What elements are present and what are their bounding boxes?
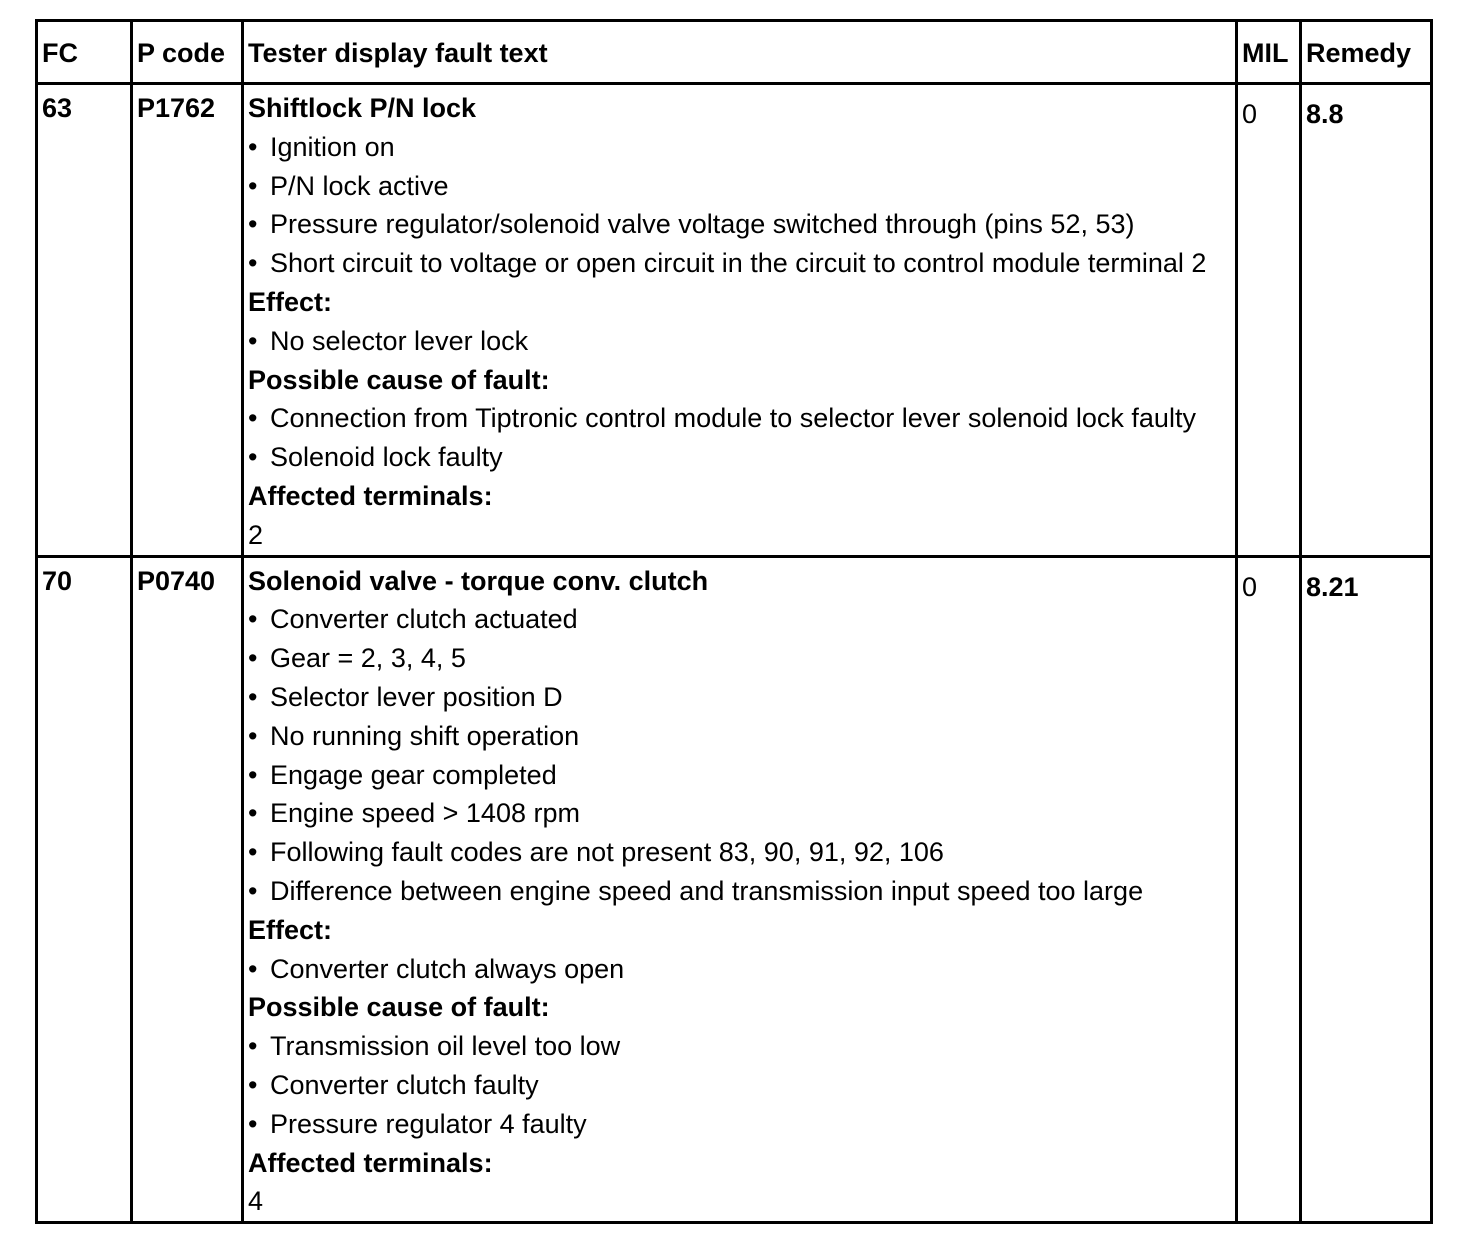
cause-label-text: Possible cause of fault:	[248, 992, 550, 1023]
condition-item	[248, 167, 1231, 206]
terminals-value-text: 2	[248, 519, 264, 550]
fault-title-text: Solenoid valve - torque conv. clutch	[248, 565, 709, 596]
table-row	[37, 84, 1432, 557]
condition-item	[248, 678, 1231, 717]
bullet-icon: •	[248, 1069, 258, 1100]
condition-item	[248, 205, 1231, 244]
condition-item	[248, 756, 1231, 795]
cause-item	[248, 399, 1231, 438]
cause-item-text: Connection from Tiptronic control module to selector lever solenoid lock faulty	[270, 403, 1196, 434]
condition-item-text: P/N lock active	[270, 170, 449, 201]
mil-cell: 0	[1237, 84, 1301, 557]
effect-item-text: Converter clutch always open	[270, 953, 625, 984]
effect-label-text: Effect:	[248, 286, 333, 317]
fault-code-cell: 63	[37, 84, 132, 557]
cause-item	[248, 1105, 1231, 1144]
cause-item-text: Pressure regulator 4 faulty	[270, 1108, 587, 1139]
condition-item	[248, 128, 1231, 167]
cause-label	[248, 988, 1231, 1027]
bullet-icon: •	[248, 604, 258, 635]
cause-item	[248, 438, 1231, 477]
header-remedy: Remedy	[1301, 21, 1432, 84]
header-fault-text: Tester display fault text	[243, 21, 1237, 84]
condition-item	[248, 872, 1231, 911]
header-fc: FC	[37, 21, 132, 84]
bullet-icon: •	[248, 131, 258, 162]
terminals-label	[248, 1144, 1231, 1183]
bullet-icon: •	[248, 759, 258, 790]
cause-label-text: Possible cause of fault:	[248, 364, 550, 395]
condition-item-text: Selector lever position D	[270, 681, 563, 712]
fault-code-table	[35, 19, 1433, 1224]
fault-code-cell: 70	[37, 556, 132, 1223]
fault-title	[248, 562, 1231, 601]
fault-text-cell	[243, 84, 1237, 557]
condition-item-text: No running shift operation	[270, 720, 580, 751]
condition-item-text: Difference between engine speed and transmission input speed too large	[270, 875, 1144, 906]
bullet-icon: •	[248, 1108, 258, 1139]
bullet-icon: •	[248, 798, 258, 829]
terminals-label-text: Affected terminals:	[248, 1147, 493, 1178]
remedy-cell: 8.8	[1301, 84, 1432, 557]
terminals-value	[248, 516, 1231, 555]
effect-item-text: No selector lever lock	[270, 325, 529, 356]
bullet-icon: •	[248, 953, 258, 984]
fault-text-cell	[243, 556, 1237, 1223]
condition-item-text: Ignition on	[270, 131, 395, 162]
bullet-icon: •	[248, 643, 258, 674]
table-row	[37, 556, 1432, 1223]
terminals-label	[248, 477, 1231, 516]
effect-label-text: Effect:	[248, 914, 333, 945]
terminals-value-text: 4	[248, 1186, 264, 1217]
header-mil: MIL	[1237, 21, 1301, 84]
bullet-icon: •	[248, 325, 258, 356]
terminals-value	[248, 1182, 1231, 1221]
condition-item	[248, 639, 1231, 678]
header-pcode: P code	[132, 21, 243, 84]
remedy-cell: 8.21	[1301, 556, 1432, 1223]
effect-label	[248, 911, 1231, 950]
p-code-cell: P0740	[132, 556, 243, 1223]
condition-item	[248, 244, 1231, 283]
terminals-label-text: Affected terminals:	[248, 480, 493, 511]
bullet-icon: •	[248, 1031, 258, 1062]
cause-item-text: Converter clutch faulty	[270, 1069, 539, 1100]
bullet-icon: •	[248, 403, 258, 434]
table-header-row	[37, 21, 1432, 84]
bullet-icon: •	[248, 442, 258, 473]
cause-item-text: Solenoid lock faulty	[270, 442, 503, 473]
cause-item-text: Transmission oil level too low	[270, 1031, 621, 1062]
effect-item	[248, 950, 1231, 989]
bullet-icon: •	[248, 875, 258, 906]
condition-item-text: Pressure regulator/solenoid valve voltage switched through (pins 52, 53)	[270, 209, 1135, 240]
bullet-icon: •	[248, 720, 258, 751]
condition-item-text: Engine speed > 1408 rpm	[270, 798, 580, 829]
condition-item-text: Following fault codes are not present 83, 90, 91, 92, 106	[270, 837, 944, 868]
cause-item	[248, 1027, 1231, 1066]
condition-item	[248, 794, 1231, 833]
fault-title	[248, 89, 1231, 128]
bullet-icon: •	[248, 170, 258, 201]
cause-label	[248, 361, 1231, 400]
bullet-icon: •	[248, 248, 258, 279]
condition-item-text: Converter clutch actuated	[270, 604, 578, 635]
bullet-icon: •	[248, 681, 258, 712]
condition-item-text: Short circuit to voltage or open circuit in the circuit to control module terminal 2	[270, 248, 1207, 279]
condition-item-text: Gear = 2, 3, 4, 5	[270, 643, 466, 674]
p-code-cell: P1762	[132, 84, 243, 557]
condition-item	[248, 600, 1231, 639]
mil-cell: 0	[1237, 556, 1301, 1223]
cause-item	[248, 1066, 1231, 1105]
effect-item	[248, 322, 1231, 361]
condition-item-text: Engage gear completed	[270, 759, 557, 790]
condition-item	[248, 717, 1231, 756]
bullet-icon: •	[248, 209, 258, 240]
fault-title-text: Shiftlock P/N lock	[248, 93, 477, 123]
effect-label	[248, 283, 1231, 322]
condition-item	[248, 833, 1231, 872]
bullet-icon: •	[248, 837, 258, 868]
